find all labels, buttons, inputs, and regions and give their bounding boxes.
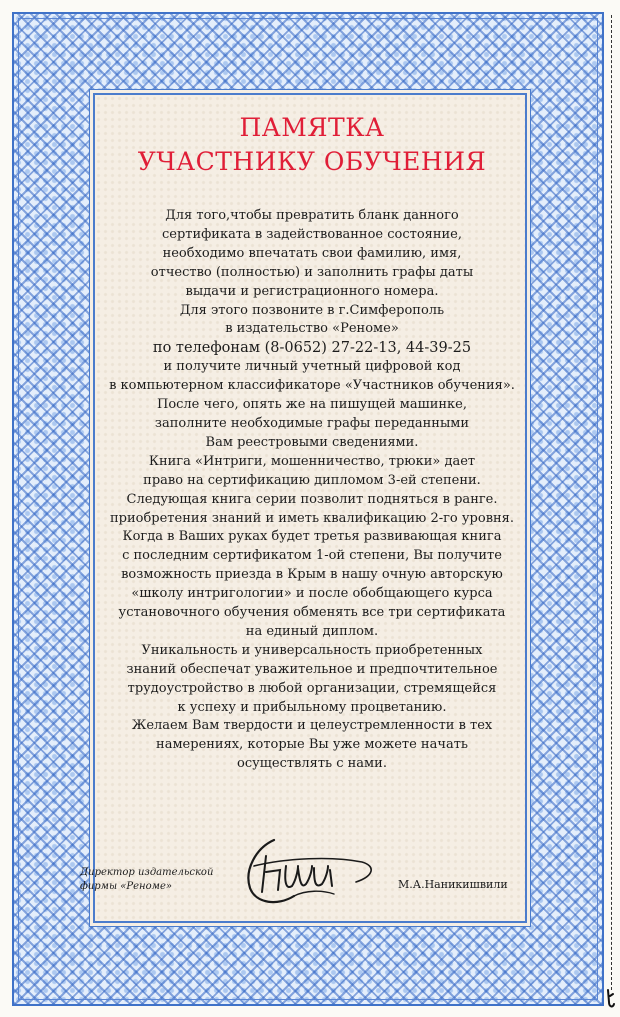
body-line: установочного обучения обменять все три сертификата — [118, 605, 506, 621]
body-line: на единый диплом. — [245, 623, 379, 639]
body-line: «школу интригологии» и после обобщающего курса — [131, 586, 493, 602]
body-line: заполните необходимые графы переданными — [154, 415, 470, 431]
body-line: отчество (полностью) и заполнить графы даты — [150, 264, 474, 280]
body-line: Для этого позвоните в г.Симферополь — [179, 302, 445, 318]
body-line: возможность приезда в Крым в нашу очную авторскую — [121, 567, 503, 583]
body-line: Уникальность и универсальность приобретенных — [141, 642, 483, 658]
body-line: в издательство «Реноме» — [225, 321, 399, 337]
title-line-1: ПАМЯТКА — [239, 113, 385, 142]
certificate-panel — [93, 93, 527, 923]
body-line: Для того,чтобы превратить бланк данного — [165, 208, 459, 223]
director-name: М.А.Наникишвили — [398, 878, 508, 891]
body-line: осуществлять с нами. — [237, 756, 387, 772]
title-line-2: УЧАСТНИКУ ОБУЧЕНИЯ — [137, 147, 487, 176]
body-line: Когда в Ваших руках будет третья развивающая книга — [122, 529, 502, 545]
body-line: сертификата в задействованное состояние, — [161, 226, 463, 242]
body-line: и получите личный учетный цифровой код — [163, 359, 461, 375]
phone-line: по телефонам (8-0652) 27-22-13, 44-39-25 — [152, 340, 472, 357]
handwritten-signature — [236, 826, 386, 914]
body-line: Следующая книга серии позволит подняться в ранге. — [126, 491, 498, 507]
memo-body — [95, 207, 529, 774]
page-edge-line — [611, 15, 612, 990]
director-title — [80, 866, 220, 894]
body-line: с последним сертификатом 1-ой степени, Вы получите — [122, 548, 502, 564]
body-line: к успеху и прибыльному процветанию. — [177, 699, 447, 715]
body-line: Вам реестровыми сведениями. — [205, 434, 419, 450]
page-corner-mark — [604, 988, 616, 1010]
body-line: трудоустройство в любой организации, стремящейся — [127, 680, 497, 696]
body-line: в компьютерном классификаторе «Участников обучения». — [109, 378, 515, 394]
body-line: необходимо впечатать свои фамилию, имя, — [162, 245, 462, 261]
body-line: право на сертификацию дипломом 3-ей степени. — [143, 472, 481, 488]
body-line: приобретения знаний и иметь квалификацию 2-го уровня. — [109, 510, 515, 526]
director-position-line-1: Директор издательской — [80, 867, 214, 878]
body-line: выдачи и регистрационного номера. — [185, 283, 439, 299]
director-position-line-2: фирмы «Реноме» — [80, 881, 172, 892]
body-line: знаний обеспечат уважительное и предпочтительное — [126, 661, 498, 677]
body-line: После чего, опять же на пишущей машинке, — [156, 397, 467, 413]
body-line: намерениях, которые Вы уже можете начать — [156, 737, 468, 753]
body-line: Желаем Вам твердости и целеустремленности в тех — [131, 718, 493, 734]
body-line: Книга «Интриги, мошенничество, трюки» дает — [148, 453, 476, 469]
